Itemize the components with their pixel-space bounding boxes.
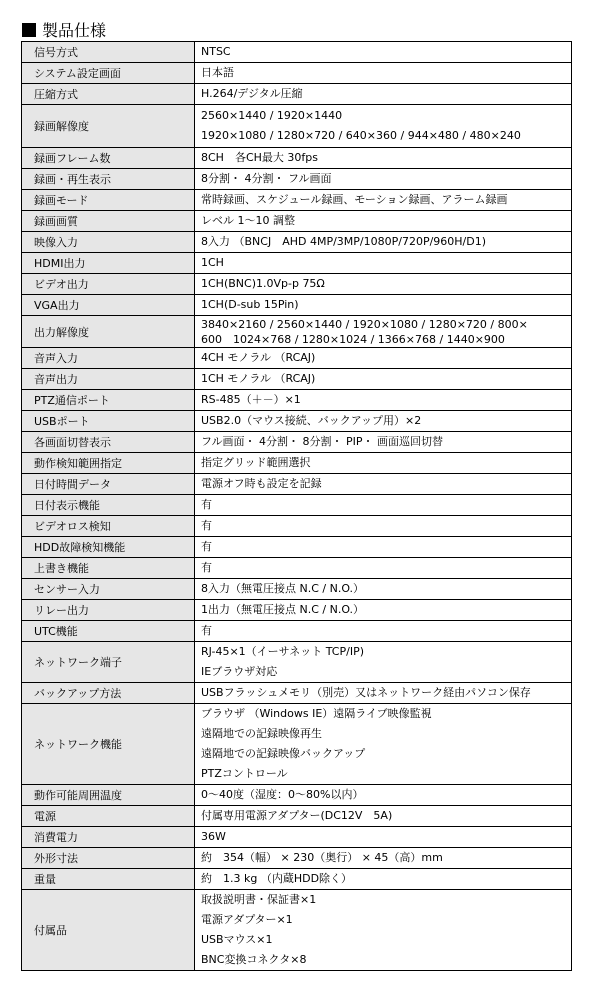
spec-value-line: RS-485（＋－）×1 — [201, 393, 301, 406]
spec-value — [195, 105, 572, 148]
spec-value-line: IEブラウザ対応 — [201, 665, 278, 678]
spec-value-line: 1出力（無電圧接点 N.C / N.O.） — [201, 603, 365, 616]
spec-value — [195, 411, 572, 432]
spec-row — [22, 105, 572, 148]
spec-value-line: 36W — [201, 830, 226, 843]
spec-value — [195, 348, 572, 369]
spec-label: 録画モード — [22, 190, 195, 211]
spec-row — [22, 190, 572, 211]
title-text: 製品仕様 — [42, 21, 107, 40]
spec-value — [195, 785, 572, 806]
spec-value-line: 1CH モノラル （RCAJ) — [201, 372, 316, 385]
spec-value-line: 0～40度（湿度：0～80%以内） — [201, 788, 364, 801]
spec-value — [195, 806, 572, 827]
spec-value-line: 電源アダプター×1 — [201, 913, 293, 926]
square-bullet-icon — [22, 23, 36, 37]
spec-label: 録画解像度 — [22, 105, 195, 148]
spec-value-line: 1CH(D-sub 15Pin) — [201, 298, 299, 311]
spec-row — [22, 390, 572, 411]
spec-value — [195, 890, 572, 971]
spec-label: HDMI出力 — [22, 253, 195, 274]
spec-value-line: RJ-45×1（イーサネット TCP/IP) — [201, 645, 364, 658]
spec-value-line: USBフラッシュメモリ（別売）又はネットワーク経由パソコン保存 — [201, 686, 531, 699]
spec-value-line: USBマウス×1 — [201, 933, 273, 946]
spec-label: ネットワーク端子 — [22, 642, 195, 683]
spec-row — [22, 211, 572, 232]
spec-row — [22, 148, 572, 169]
spec-row — [22, 474, 572, 495]
spec-label: 音声出力 — [22, 369, 195, 390]
spec-value-line: 約 354（幅） × 230（奥行） × 45（高）mm — [201, 851, 443, 864]
spec-value-line: 電源オフ時も設定を記録 — [201, 477, 322, 490]
spec-value — [195, 253, 572, 274]
spec-value — [195, 190, 572, 211]
spec-value — [195, 642, 572, 683]
spec-label: 圧縮方式 — [22, 84, 195, 105]
spec-value — [195, 316, 572, 348]
spec-value-line: 1CH(BNC)1.0Vp-p 75Ω — [201, 277, 325, 290]
spec-row — [22, 600, 572, 621]
spec-row — [22, 683, 572, 704]
spec-row — [22, 274, 572, 295]
spec-table-body — [22, 42, 572, 971]
spec-row — [22, 432, 572, 453]
spec-label: 録画フレーム数 — [22, 148, 195, 169]
spec-value — [195, 274, 572, 295]
spec-value — [195, 579, 572, 600]
spec-label: 外形寸法 — [22, 848, 195, 869]
spec-value-line: フル画面・ 4分割・ 8分割・ PIP・ 画面巡回切替 — [201, 435, 444, 448]
spec-label: 重量 — [22, 869, 195, 890]
spec-value-line: 遠隔地での記録映像バックアップ — [201, 747, 366, 760]
spec-label: 付属品 — [22, 890, 195, 971]
spec-row — [22, 869, 572, 890]
spec-label: 録画・再生表示 — [22, 169, 195, 190]
spec-value — [195, 537, 572, 558]
spec-label: 音声入力 — [22, 348, 195, 369]
spec-value-line: 1920×1080 / 1280×720 / 640×360 / 944×480 / 480×240 — [201, 129, 521, 142]
spec-value — [195, 390, 572, 411]
spec-row — [22, 537, 572, 558]
spec-row — [22, 827, 572, 848]
spec-label: 出力解像度 — [22, 316, 195, 348]
spec-value-line: PTZコントロール — [201, 767, 288, 780]
spec-label: 信号方式 — [22, 42, 195, 63]
spec-label: PTZ通信ポート — [22, 390, 195, 411]
spec-row — [22, 316, 572, 348]
spec-value — [195, 516, 572, 537]
spec-row — [22, 295, 572, 316]
spec-value-line: 600 1024×768 / 1280×1024 / 1366×768 / 1440×900 — [201, 332, 505, 346]
spec-value — [195, 848, 572, 869]
spec-value-line: レベル 1～10 調整 — [201, 214, 295, 227]
spec-label: 日付表示機能 — [22, 495, 195, 516]
spec-value-line: 有 — [201, 498, 212, 511]
spec-row — [22, 169, 572, 190]
spec-row — [22, 348, 572, 369]
spec-value-line: 付属専用電源アダプター(DC12V 5A) — [201, 809, 393, 822]
spec-value — [195, 600, 572, 621]
spec-value-line: 1CH — [201, 256, 224, 269]
spec-row — [22, 369, 572, 390]
spec-table — [21, 41, 572, 971]
spec-value — [195, 84, 572, 105]
spec-value — [195, 369, 572, 390]
spec-value — [195, 148, 572, 169]
spec-value — [195, 683, 572, 704]
spec-value-line: 取扱説明書・保証書×1 — [201, 893, 317, 906]
spec-value — [195, 558, 572, 579]
spec-value — [195, 42, 572, 63]
spec-label: ネットワーク機能 — [22, 704, 195, 785]
spec-row — [22, 516, 572, 537]
spec-label: 上書き機能 — [22, 558, 195, 579]
spec-value-line: 有 — [201, 540, 212, 553]
spec-label: バックアップ方法 — [22, 683, 195, 704]
spec-value-line: 2560×1440 / 1920×1440 — [201, 109, 343, 122]
spec-value-line: 4CH モノラル （RCAJ) — [201, 351, 316, 364]
spec-row — [22, 785, 572, 806]
spec-row — [22, 579, 572, 600]
spec-value — [195, 63, 572, 84]
spec-value — [195, 232, 572, 253]
spec-value — [195, 869, 572, 890]
spec-value — [195, 621, 572, 642]
spec-value-line: 遠隔地での記録映像再生 — [201, 727, 322, 740]
spec-row — [22, 704, 572, 785]
spec-label: ビデオ出力 — [22, 274, 195, 295]
spec-label: 各画面切替表示 — [22, 432, 195, 453]
spec-row — [22, 42, 572, 63]
spec-row — [22, 253, 572, 274]
spec-label: UTC機能 — [22, 621, 195, 642]
spec-row — [22, 63, 572, 84]
spec-value-line: 有 — [201, 624, 212, 637]
spec-value — [195, 495, 572, 516]
spec-value-line: 常時録画、スケジュール録画、モーション録画、アラーム録画 — [201, 193, 508, 206]
spec-label: 電源 — [22, 806, 195, 827]
spec-value — [195, 295, 572, 316]
spec-value-line: 3840×2160 / 2560×1440 / 1920×1080 / 1280×720 / 800× — [201, 317, 528, 331]
spec-row — [22, 411, 572, 432]
spec-label: 映像入力 — [22, 232, 195, 253]
spec-value — [195, 432, 572, 453]
spec-value-line: NTSC — [201, 45, 231, 58]
spec-label: 動作検知範囲指定 — [22, 453, 195, 474]
spec-value-line: 約 1.3 kg （内蔵HDD除く） — [201, 872, 353, 885]
spec-label: 消費電力 — [22, 827, 195, 848]
spec-value-line: 有 — [201, 561, 212, 574]
spec-value — [195, 453, 572, 474]
spec-row — [22, 495, 572, 516]
spec-value — [195, 704, 572, 785]
spec-value — [195, 169, 572, 190]
spec-label: システム設定画面 — [22, 63, 195, 84]
spec-label: リレー出力 — [22, 600, 195, 621]
spec-value-line: 8CH 各CH最大 30fps — [201, 151, 318, 164]
spec-label: HDD故障検知機能 — [22, 537, 195, 558]
spec-label: 動作可能周囲温度 — [22, 785, 195, 806]
spec-value-line: 8分割・ 4分割・ フル画面 — [201, 172, 332, 185]
spec-label: センサー入力 — [22, 579, 195, 600]
spec-row — [22, 642, 572, 683]
spec-row — [22, 558, 572, 579]
spec-value — [195, 827, 572, 848]
spec-value — [195, 211, 572, 232]
spec-row — [22, 806, 572, 827]
spec-row — [22, 621, 572, 642]
spec-value-line: 日本語 — [201, 66, 234, 79]
spec-value-line: ブラウザ （Windows IE）遠隔ライブ映像監視 — [201, 707, 432, 720]
spec-value-line: USB2.0（マウス接続、バックアップ用）×2 — [201, 414, 422, 427]
spec-row — [22, 453, 572, 474]
spec-row — [22, 890, 572, 971]
spec-value — [195, 474, 572, 495]
spec-row — [22, 84, 572, 105]
spec-label: ビデオロス検知 — [22, 516, 195, 537]
spec-label: VGA出力 — [22, 295, 195, 316]
spec-row — [22, 232, 572, 253]
spec-value-line: 8入力 （BNCJ AHD 4MP/3MP/1080P/720P/960H/D1) — [201, 235, 487, 248]
spec-label: 日付時間データ — [22, 474, 195, 495]
spec-value-line: H.264/デジタル圧縮 — [201, 87, 303, 100]
spec-value-line: 指定グリッド範囲選択 — [201, 456, 311, 469]
spec-row — [22, 848, 572, 869]
spec-value-line: BNC変換コネクタ×8 — [201, 953, 307, 966]
spec-value-line: 8入力（無電圧接点 N.C / N.O.） — [201, 582, 365, 595]
spec-value-line: 有 — [201, 519, 212, 532]
spec-label: 録画画質 — [22, 211, 195, 232]
page-title — [22, 20, 106, 42]
spec-label: USBポート — [22, 411, 195, 432]
